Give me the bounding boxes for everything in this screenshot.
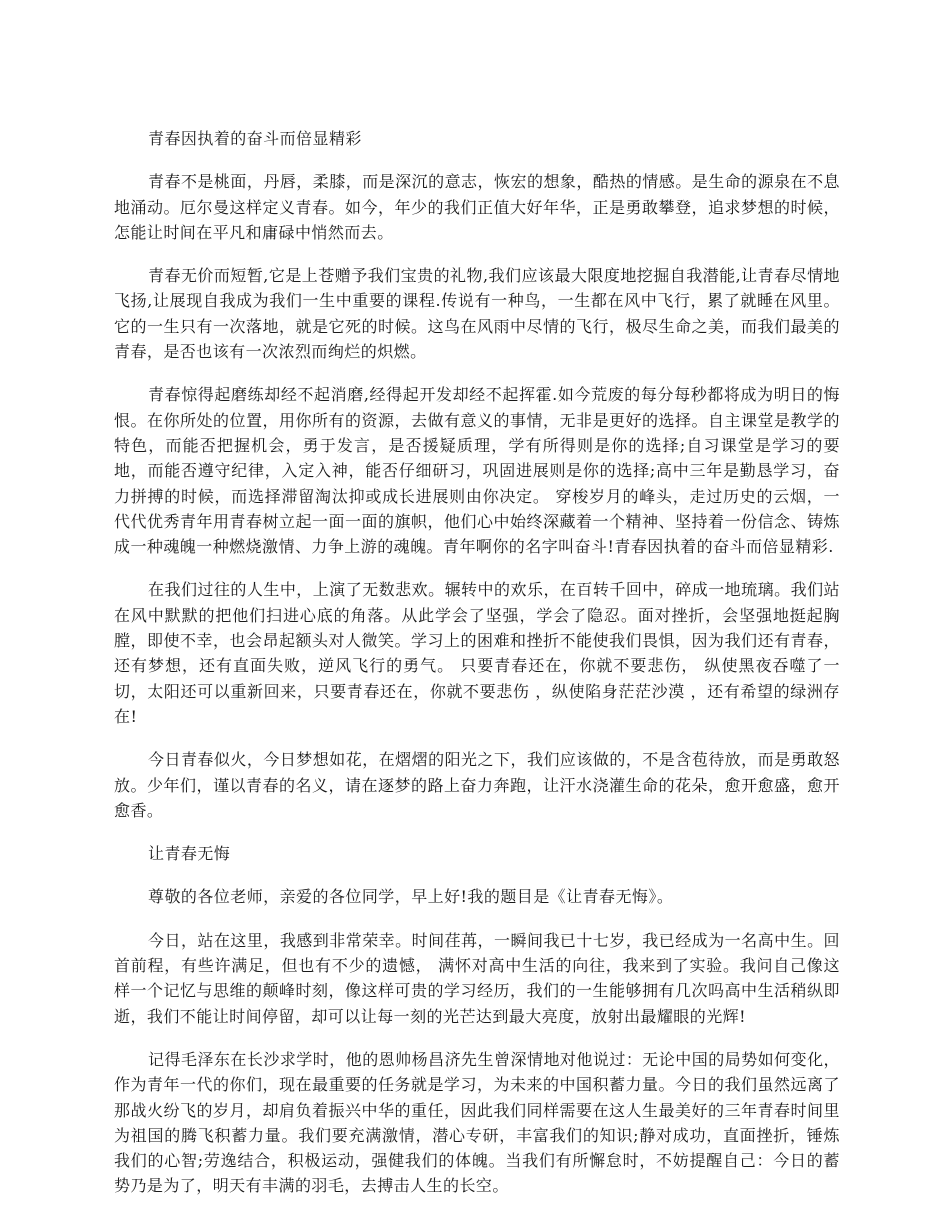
paragraph: 尊敬的各位老师，亲爱的各位同学，早上好!我的题目是《让青春无悔》。 bbox=[148, 887, 674, 907]
paragraph: 青春不是桃面，丹唇，柔膝，而是深沉的意志，恢宏的想象，酷热的情感。是生命的源泉在不息地涌动。厄尔曼这样定义青春。如今，年少的我们正值大好年华，正是勇敢攀登，追求梦想的时候，怎能让时间在平凡和庸碌中悄然而去。 bbox=[114, 172, 840, 242]
document-body bbox=[114, 126, 840, 1217]
paragraph: 今日，站在这里，我感到非常荣幸。时间荏苒，一瞬间我已十七岁，我已经成为一名高中生。回首前程，有些许满足，但也有不少的遗憾， 满怀对高中生活的向往，我来到了实验。我问自己像这样一个记忆与思维的颠峰时刻，像这样可贵的学习经历，我们的一生能够拥有几次吗高中生活稍纵即逝，我们不能让时间停留，却可以让每一刻的光芒达到最大亮度，放射出最耀眼的光辉! bbox=[114, 930, 840, 1026]
paragraph: 青春无价而短暂,它是上苍赠予我们宝贵的礼物,我们应该最大限度地挖掘自我潜能,让青春尽情地飞扬,让展现自我成为我们一生中重要的课程.传说有一种鸟，一生都在风中飞行，累了就睡在风里。它的一生只有一次落地，就是它死的时候。这鸟在风雨中尽情的飞行，极尽生命之美，而我们最美的青春，是否也该有一次浓烈而绚烂的炽燃。 bbox=[114, 266, 840, 362]
paragraph: 今日青春似火，今日梦想如花，在熠熠的阳光之下，我们应该做的，不是含苞待放，而是勇敢怒放。少年们，谨以青春的名义，请在逐梦的路上奋力奔跑，让汗水浇灌生命的花朵，愈开愈盛，愈开愈香。 bbox=[114, 750, 840, 820]
paragraph: 在我们过往的人生中，上演了无数悲欢。辗转中的欢乐，在百转千回中，碎成一地琉璃。我们站在风中默默的把他们扫进心底的角落。从此学会了坚强，学会了隐忍。面对挫折，会坚强地挺起胸膛，即使不幸，也会昂起额头对人微笑。学习上的困难和挫折不能使我们畏惧，因为我们还有青春，还有梦想，还有直面失败，逆风飞行的勇气。 只要青春还在，你就不要悲伤， 纵使黑夜吞噬了一切，太阳还可以重新回来，只要青春还在，你就不要悲伤 ，纵使陷身茫茫沙漠 ，还有希望的绿洲存在! bbox=[114, 580, 840, 726]
essay-title-2: 让青春无悔 bbox=[148, 844, 231, 864]
paragraph: 记得毛泽东在长沙求学时，他的恩帅杨昌济先生曾深情地对他说过：无论中国的局势如何变化，作为青年一代的你们，现在最重要的任务就是学习，为未来的中国积蓄力量。今日的我们虽然远离了那战火纷飞的岁月，却肩负着振兴中华的重任，因此我们同样需要在这人生最美好的三年青春时间里为祖国的腾飞积蓄力量。我们要充满激情，潜心专研，丰富我们的知识;静对成功，直面挫折，锤炼我们的心智;劳逸结合，积极运动，强健我们的体魄。当我们有所懈怠时，不妨提醒自己：今日的蓄势乃是为了，明天有丰满的羽毛，去搏击人生的长空。 bbox=[114, 1049, 840, 1196]
essay-title-1: 青春因执着的奋斗而倍显精彩 bbox=[148, 129, 362, 148]
paragraph: 青春惊得起磨练却经不起消磨,经得起开发却经不起挥霍.如今荒废的每分每秒都将成为明日的悔恨。在你所处的位置，用你所有的资源，去做有意义的事情，无非是更好的选择。自主课堂是教学的特色，而能否把握机会，勇于发言，是否援疑质理，学有所得则是你的选择;自习课堂是学习的要地，而能否遵守纪律，入定入神，能否仔细研习，巩固进展则是你的选择;高中三年是勤恳学习，奋力拼搏的时候，而选择滞留淘汰抑或成长进展则由你决定。 穿梭岁月的峰头，走过历史的云烟，一代代优秀青年用青春树立起一面一面的旗帜，他们心中始终深藏着一个精神、坚持着一份信念、铸炼成一种魂魄一种燃烧激情、力争上游的魂魄。青年啊你的名字叫奋斗!青春因执着的奋斗而倍显精彩. bbox=[114, 385, 840, 557]
